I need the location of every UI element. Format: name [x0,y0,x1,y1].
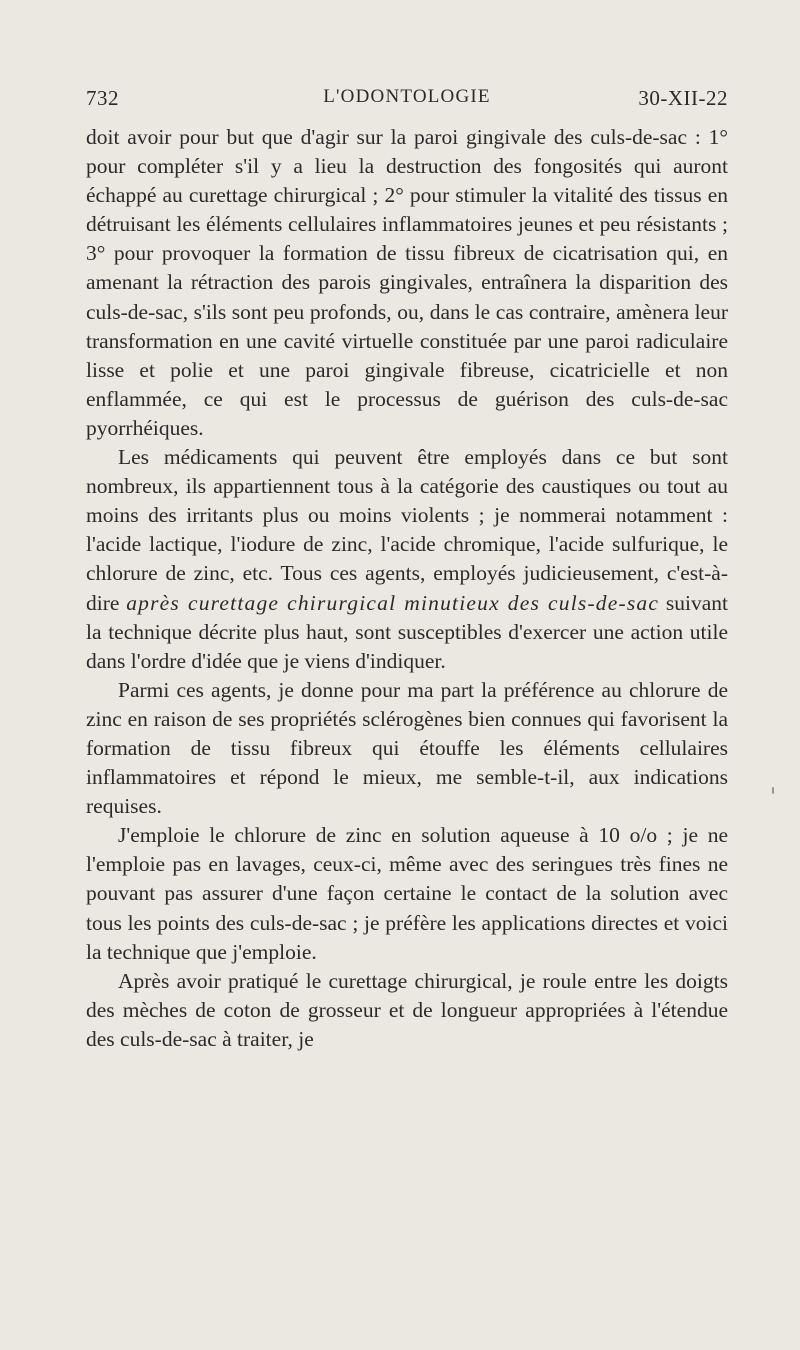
paragraph-zinc-chloride-solution: J'emploie le chlorure de zinc en solution aqueuse à 10 o/o ; je ne l'emploie pas en lavages, ceux-ci, même avec des seringues très fines ne pouvant pas assurer d'une façon certaine le contact de la solution avec tous les points des culs-de-sac ; je préfère les applications directes et voici la technique que j'emploie. [86,823,728,964]
running-header [86,86,728,116]
issue-date: 30-XII-22 [638,86,728,110]
paragraph-technique: Après avoir pratiqué le curettage chirurgical, je roule entre les doigts des mèches de coton de grosseur et de longueur appropriées à l'étendue des culs-de-sac à traiter, je [86,968,728,1051]
margin-mark [772,787,774,794]
journal-title: L'ODONTOLOGIE [323,86,491,107]
paragraph-continued: doit avoir pour but que d'agir sur la paroi gingivale des culs-de-sac : 1° pour compléter s'il y a lieu la destruction des fongosités qui auront échappé au curettage chirurgical ; 2° pour stimuler la vitalité des tissus en détruisant les éléments cellulaires inflammatoires jeunes et peu résistants ; 3° pour provoquer la formation de tissu fibreux de cicatrisation qui, en amenant la rétraction des parois gingivales, entraînera la disparition des culs-de-sac, s'ils sont peu profonds, ou, dans le cas contraire, amènera leur transformation en une cavité virtuelle constituée par une paroi radiculaire lisse et polie et une paroi gingivale fibreuse, cicatricielle et non enflammée, ce qui est le processus de guérison des culs-de-sac pyorrhéiques. [86,125,728,440]
paragraph-medications [86,443,728,676]
paragraph-medications-text-after: suivant la technique décrite plus haut, sont susceptibles d'exercer une action utile dans l'ordre d'idée que je viens d'indiquer. [86,590,729,673]
page-number: 732 [86,86,119,110]
paragraph-medications-text-before: Les médicaments qui peuvent être employés dans ce but sont nombreux, ils appartiennent tous à la catégorie des caustiques ou tout au moins des irritants plus ou moins violents ; je nommerai notamment : l'acide lactique, l'iodure de zinc, l'acide chromique, l'acide sulfurique, le chlorure de zinc, etc. Tous ces agents, employés judicieusement, c'est-à-dire [86,445,728,615]
body-text [86,123,728,1054]
paragraph-zinc-chloride-preference: Parmi ces agents, je donne pour ma part la préférence au chlorure de zinc en raison de ses propriétés sclérogènes bien connues qui favorisent la formation de tissu fibreux qui étouffe les éléments cellulaires inflammatoires et répond le mieux, me semble-t-il, aux indications requises. [86,677,728,819]
emphasized-phrase: après curettage chirurgical minutieux des culs-de-sac [126,590,660,615]
